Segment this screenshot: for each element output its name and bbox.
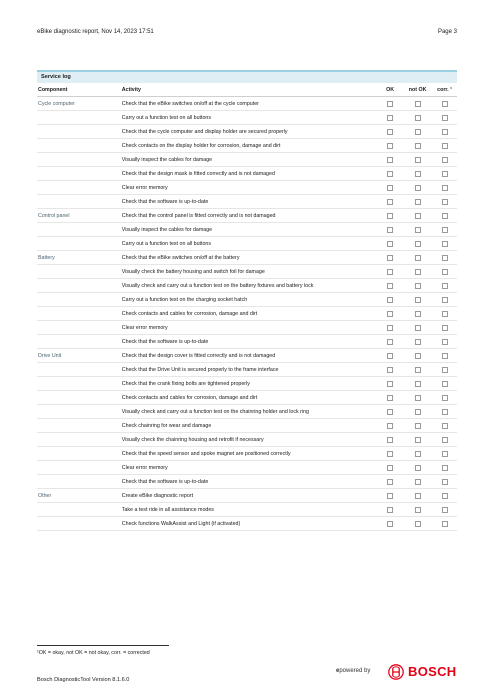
ok-checkbox-cell [377,521,403,527]
table-row [37,447,457,461]
row-activity: Check that the crank fixing bolts are tightened properly [121,380,250,387]
corrected-checkbox[interactable] [442,171,448,177]
corrected-checkbox-cell [432,437,457,443]
not-ok-checkbox-cell [403,423,432,429]
ok-checkbox[interactable] [387,395,393,401]
row-activity: Check that the software is up-to-date [121,478,209,485]
not-ok-checkbox[interactable] [415,437,421,443]
table-row [37,265,457,279]
not-ok-checkbox[interactable] [415,185,421,191]
corrected-checkbox[interactable] [442,465,448,471]
row-component: Battery [38,254,55,261]
ok-checkbox[interactable] [387,409,393,415]
not-ok-checkbox-cell [403,185,432,191]
not-ok-checkbox[interactable] [415,213,421,219]
ok-checkbox-cell [377,381,403,387]
table-row [37,391,457,405]
table-row [37,209,457,223]
ok-checkbox[interactable] [387,227,393,233]
row-activity: Check that the eBike switches on/off at the battery [121,254,240,261]
corrected-checkbox-cell [432,213,457,219]
ok-checkbox-cell [377,395,403,401]
not-ok-checkbox[interactable] [415,115,421,121]
corrected-checkbox[interactable] [442,241,448,247]
ok-checkbox[interactable] [387,493,393,499]
corrected-checkbox-cell [432,395,457,401]
ok-checkbox-cell [377,143,403,149]
corrected-checkbox-cell [432,521,457,527]
not-ok-checkbox[interactable] [415,465,421,471]
table-row [37,489,457,503]
table-row [37,503,457,517]
row-activity: Check functions WalkAssist and Light (if activated) [121,520,241,527]
not-ok-checkbox-cell [403,507,432,513]
corrected-checkbox-cell [432,465,457,471]
not-ok-checkbox[interactable] [415,255,421,261]
not-ok-checkbox-cell [403,395,432,401]
ok-checkbox[interactable] [387,479,393,485]
column-header-ok: OK [386,86,395,93]
not-ok-checkbox[interactable] [415,381,421,387]
not-ok-checkbox[interactable] [415,283,421,289]
ok-checkbox[interactable] [387,507,393,513]
corrected-checkbox[interactable] [442,353,448,359]
ok-checkbox-cell [377,339,403,345]
table-row [37,307,457,321]
corrected-checkbox[interactable] [442,409,448,415]
corrected-checkbox-cell [432,227,457,233]
ok-checkbox[interactable] [387,269,393,275]
column-header-component: Component [38,86,68,93]
row-activity: Visually check the battery housing and switch foil for damage [121,268,265,275]
corrected-checkbox-cell [432,171,457,177]
not-ok-checkbox-cell [403,521,432,527]
corrected-checkbox-cell [432,241,457,247]
ok-checkbox-cell [377,409,403,415]
corrected-checkbox-cell [432,339,457,345]
service-log-table [37,70,457,531]
not-ok-checkbox-cell [403,451,432,457]
corrected-checkbox[interactable] [442,493,448,499]
ok-checkbox-cell [377,297,403,303]
not-ok-checkbox[interactable] [415,297,421,303]
corrected-checkbox-cell [432,479,457,485]
corrected-checkbox[interactable] [442,115,448,121]
ok-checkbox-cell [377,367,403,373]
not-ok-checkbox-cell [403,493,432,499]
ok-checkbox-cell [377,451,403,457]
corrected-checkbox-cell [432,353,457,359]
corrected-checkbox[interactable] [442,507,448,513]
ok-checkbox-cell [377,255,403,261]
table-row [37,349,457,363]
corrected-checkbox[interactable] [442,143,448,149]
ok-checkbox[interactable] [387,115,393,121]
not-ok-checkbox-cell [403,367,432,373]
corrected-checkbox[interactable] [442,437,448,443]
row-activity: Check that the eBike switches on/off at the cycle computer [121,100,259,107]
ok-checkbox[interactable] [387,129,393,135]
corrected-checkbox-cell [432,367,457,373]
not-ok-checkbox-cell [403,101,432,107]
ok-checkbox[interactable] [387,143,393,149]
corrected-checkbox[interactable] [442,297,448,303]
row-activity: Check contacts on the display holder for corrosion, damage and dirt [121,142,281,149]
table-row [37,181,457,195]
table-row [37,335,457,349]
corrected-checkbox[interactable] [442,423,448,429]
corrected-checkbox[interactable] [442,255,448,261]
ok-checkbox-cell [377,269,403,275]
corrected-checkbox[interactable] [442,339,448,345]
row-activity: Check that the cycle computer and display holder are secured properly [121,128,288,135]
row-activity: Check that the software is up-to-date [121,198,209,205]
ok-checkbox-cell [377,241,403,247]
ok-checkbox-cell [377,199,403,205]
row-activity: Carry out a function test on the charging socket hatch [121,296,248,303]
not-ok-checkbox[interactable] [415,521,421,527]
table-row [37,237,457,251]
ok-checkbox-cell [377,115,403,121]
row-activity: Visually check and carry out a function test on the battery fixtures and battery lock [121,282,314,289]
row-component: Drive Unit [38,352,62,359]
ok-checkbox-cell [377,437,403,443]
corrected-checkbox-cell [432,269,457,275]
corrected-checkbox-cell [432,325,457,331]
not-ok-checkbox[interactable] [415,129,421,135]
corrected-checkbox-cell [432,493,457,499]
not-ok-checkbox[interactable] [415,269,421,275]
row-activity: Visually inspect the cables for damage [121,156,213,163]
corrected-checkbox-cell [432,381,457,387]
ok-checkbox-cell [377,157,403,163]
corrected-checkbox[interactable] [442,129,448,135]
ok-checkbox-cell [377,311,403,317]
table-row [37,223,457,237]
powered-by-label: powered by [339,668,371,674]
ok-checkbox-cell [377,325,403,331]
table-row [37,97,457,111]
table-header [37,83,457,97]
corrected-checkbox-cell [432,143,457,149]
not-ok-checkbox-cell [403,227,432,233]
ok-checkbox[interactable] [387,325,393,331]
corrected-checkbox-cell [432,451,457,457]
row-activity: Check contacts and cables for corrosion, damage and dirt [121,310,258,317]
corrected-checkbox[interactable] [442,199,448,205]
table-row [37,279,457,293]
ok-checkbox[interactable] [387,465,393,471]
ok-checkbox[interactable] [387,297,393,303]
corrected-checkbox[interactable] [442,269,448,275]
not-ok-checkbox-cell [403,437,432,443]
table-row [37,517,457,531]
corrected-checkbox[interactable] [442,213,448,219]
not-ok-checkbox-cell [403,311,432,317]
ok-checkbox-cell [377,283,403,289]
row-component: Control panel [38,212,70,219]
ok-checkbox[interactable] [387,381,393,387]
powered-by-text [336,668,370,674]
ok-checkbox[interactable] [387,367,393,373]
row-activity: Clear error memory [121,184,168,191]
corrected-checkbox-cell [432,115,457,121]
not-ok-checkbox-cell [403,143,432,149]
not-ok-checkbox-cell [403,465,432,471]
corrected-checkbox[interactable] [442,395,448,401]
not-ok-checkbox[interactable] [415,367,421,373]
row-activity: Check that the design mask is fitted correctly and is not damaged [121,170,275,177]
ok-checkbox-cell [377,227,403,233]
table-row [37,167,457,181]
corrected-checkbox-cell [432,185,457,191]
not-ok-checkbox-cell [403,115,432,121]
corrected-checkbox-cell [432,129,457,135]
table-row [37,321,457,335]
corrected-checkbox[interactable] [442,325,448,331]
table-row [37,111,457,125]
not-ok-checkbox-cell [403,255,432,261]
corrected-checkbox-cell [432,409,457,415]
version-text: Bosch DiagnosticTool Version 8.1.6.0 [37,677,130,683]
not-ok-checkbox-cell [403,325,432,331]
column-header-activity: Activity [121,86,141,93]
corrected-checkbox[interactable] [442,101,448,107]
section-title: Service log [37,70,457,83]
corrected-checkbox-cell [432,283,457,289]
ok-checkbox-cell [377,353,403,359]
not-ok-checkbox[interactable] [415,101,421,107]
not-ok-checkbox[interactable] [415,157,421,163]
ok-checkbox-cell [377,129,403,135]
table-row [37,153,457,167]
not-ok-checkbox[interactable] [415,339,421,345]
corrected-checkbox[interactable] [442,283,448,289]
corrected-checkbox[interactable] [442,185,448,191]
footnote-divider [37,645,169,646]
bosch-logo-icon [388,664,404,680]
corrected-checkbox-cell [432,297,457,303]
row-activity: Clear error memory [121,324,168,331]
ok-checkbox[interactable] [387,283,393,289]
not-ok-checkbox-cell [403,297,432,303]
ok-checkbox[interactable] [387,437,393,443]
column-header-not-ok: not OK [408,86,427,93]
not-ok-checkbox-cell [403,269,432,275]
corrected-checkbox[interactable] [442,521,448,527]
corrected-checkbox-cell [432,311,457,317]
ok-checkbox-cell [377,493,403,499]
not-ok-checkbox-cell [403,479,432,485]
row-activity: Check that the design cover is fitted correctly and is not damaged [121,352,276,359]
page-number: Page 3 [437,29,457,35]
footnote: ¹OK = okay, not OK = not okay, corr. = corrected [37,650,150,656]
not-ok-checkbox-cell [403,283,432,289]
not-ok-checkbox-cell [403,213,432,219]
corrected-checkbox-cell [432,157,457,163]
ok-checkbox[interactable] [387,157,393,163]
row-activity: Check chainring for wear and damage [121,422,212,429]
ok-checkbox[interactable] [387,339,393,345]
bosch-wordmark: BOSCH [408,664,457,679]
not-ok-checkbox-cell [403,129,432,135]
not-ok-checkbox[interactable] [415,143,421,149]
row-activity: Visually inspect the cables for damage [121,226,213,233]
ok-checkbox[interactable] [387,255,393,261]
not-ok-checkbox-cell [403,381,432,387]
ok-checkbox-cell [377,465,403,471]
corrected-checkbox[interactable] [442,381,448,387]
not-ok-checkbox[interactable] [415,507,421,513]
corrected-checkbox[interactable] [442,367,448,373]
row-activity: Check that the software is up-to-date [121,338,209,345]
not-ok-checkbox[interactable] [415,199,421,205]
not-ok-checkbox-cell [403,353,432,359]
table-row [37,461,457,475]
table-row [37,195,457,209]
ok-checkbox[interactable] [387,451,393,457]
row-component: Cycle computer [38,100,75,107]
table-row [37,475,457,489]
row-component: Other [38,492,52,499]
table-row [37,125,457,139]
row-activity: Carry out a function test on all buttons [121,114,212,121]
corrected-checkbox[interactable] [442,227,448,233]
ok-checkbox[interactable] [387,311,393,317]
corrected-checkbox-cell [432,199,457,205]
corrected-checkbox-cell [432,507,457,513]
corrected-checkbox-cell [432,423,457,429]
ok-checkbox[interactable] [387,101,393,107]
not-ok-checkbox[interactable] [415,423,421,429]
not-ok-checkbox[interactable] [415,325,421,331]
report-title: eBike diagnostic report, Nov 14, 2023 17:51 [37,29,154,35]
table-row [37,433,457,447]
not-ok-checkbox[interactable] [415,479,421,485]
ok-checkbox-cell [377,213,403,219]
table-row [37,419,457,433]
ok-checkbox[interactable] [387,353,393,359]
ok-checkbox[interactable] [387,521,393,527]
row-activity: Visually check and carry out a function test on the chainring holder and lock ring [121,408,309,415]
ok-checkbox[interactable] [387,423,393,429]
ok-checkbox[interactable] [387,171,393,177]
row-activity: Take a test ride in all assistance modes [121,506,214,513]
row-activity: Check contacts and cables for corrosion, damage and dirt [121,394,258,401]
ok-checkbox-cell [377,423,403,429]
row-activity: Carry out a function test on all buttons [121,240,212,247]
not-ok-checkbox-cell [403,241,432,247]
row-activity: Visually check the chainring housing and retrofit if necessary [121,436,264,443]
table-row [37,251,457,265]
table-row [37,139,457,153]
not-ok-checkbox-cell [403,171,432,177]
not-ok-checkbox[interactable] [415,395,421,401]
column-header-corr: corr. ¹ [437,86,452,93]
ok-checkbox[interactable] [387,241,393,247]
not-ok-checkbox[interactable] [415,311,421,317]
corrected-checkbox[interactable] [442,311,448,317]
table-row [37,293,457,307]
not-ok-checkbox-cell [403,199,432,205]
table-row [37,363,457,377]
not-ok-checkbox-cell [403,157,432,163]
ok-checkbox[interactable] [387,199,393,205]
not-ok-checkbox[interactable] [415,409,421,415]
ok-checkbox-cell [377,101,403,107]
row-activity: Check that the control panel is fitted correctly and is not damaged [121,212,276,219]
ok-checkbox-cell [377,171,403,177]
corrected-checkbox-cell [432,255,457,261]
table-row [37,405,457,419]
not-ok-checkbox[interactable] [415,227,421,233]
ok-checkbox[interactable] [387,185,393,191]
ok-checkbox-cell [377,507,403,513]
not-ok-checkbox[interactable] [415,493,421,499]
row-activity: Check that the Drive Unit is secured properly to the frame interface [121,366,279,373]
row-activity: Create eBike diagnostic report [121,492,194,499]
powered-by-e: e [336,668,340,674]
ok-checkbox[interactable] [387,213,393,219]
not-ok-checkbox[interactable] [415,171,421,177]
corrected-checkbox[interactable] [442,451,448,457]
row-activity: Check that the speed sensor and spoke magnet are positioned correctly [121,450,291,457]
not-ok-checkbox[interactable] [415,451,421,457]
table-row [37,377,457,391]
not-ok-checkbox[interactable] [415,353,421,359]
not-ok-checkbox[interactable] [415,241,421,247]
corrected-checkbox[interactable] [442,479,448,485]
ok-checkbox-cell [377,185,403,191]
row-activity: Clear error memory [121,464,168,471]
ok-checkbox-cell [377,479,403,485]
not-ok-checkbox-cell [403,339,432,345]
not-ok-checkbox-cell [403,409,432,415]
corrected-checkbox-cell [432,101,457,107]
corrected-checkbox[interactable] [442,157,448,163]
table-body [37,97,457,531]
